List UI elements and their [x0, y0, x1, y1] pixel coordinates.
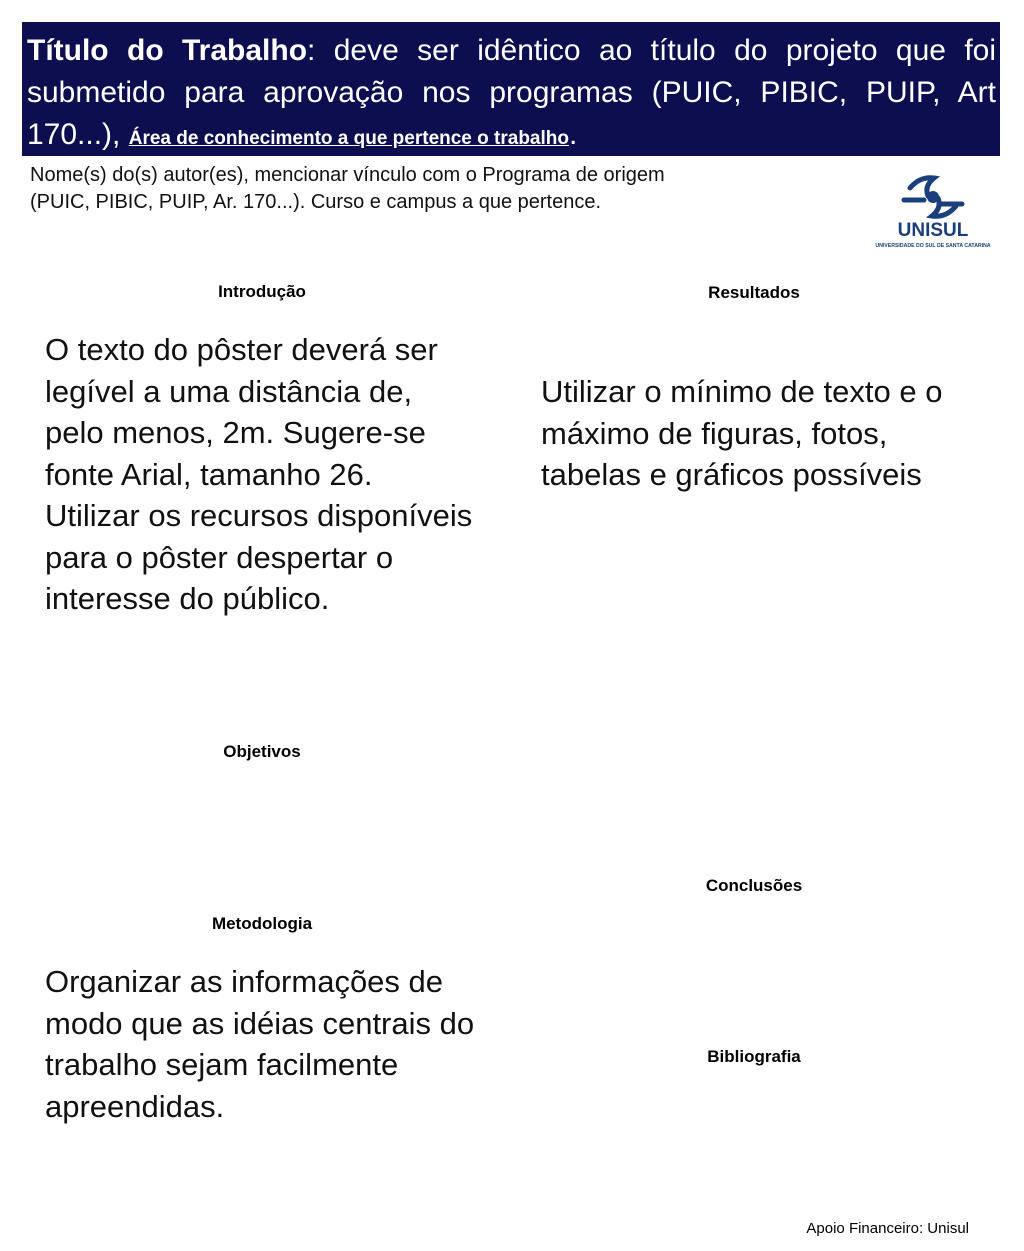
authors-block [30, 162, 830, 216]
funding-note: Apoio Financeiro: Unisul [806, 1220, 969, 1237]
resultados-text: Utilizar o mínimo de texto e o máximo de figuras, fotos, tabelas e gráficos possíveis [541, 374, 943, 492]
authors-line-2: (PUIC, PIBIC, PUIP, Ar. 170...). Curso e campus a que pertence. [30, 191, 602, 213]
title-description: : deve ser idêntico ao título do projeto que foi submetido para aprovação nos programas (PUIC, PIBIC, PUIP, Art 170...), [27, 34, 997, 151]
introducao-text [45, 329, 475, 620]
section-title-bibliografia: Bibliografia [707, 1047, 801, 1066]
logo-subtitle: UNIVERSIDADE DO SUL DE SANTA CATARINA [875, 243, 991, 249]
section-title-resultados: Resultados [708, 283, 800, 302]
section-title-introducao: Introdução [218, 282, 306, 301]
authors-line-1: Nome(s) do(s) autor(es), mencionar vínculo com o Programa de origem [30, 164, 665, 186]
section-title-metodologia: Metodologia [211, 914, 313, 933]
poster-title-banner [22, 22, 1000, 156]
section-title-conclusoes: Conclusões [705, 876, 803, 895]
section-title-objetivos: Objetivos [223, 742, 301, 761]
unisul-logo [868, 170, 998, 250]
introducao-paragraph-2: Utilizar os recursos disponíveis para o pôster despertar o interesse do público. [45, 498, 473, 616]
title-label: Título do Trabalho [27, 34, 308, 67]
introducao-paragraph-1: O texto do pôster deverá ser legível a uma distância de, pelo menos, 2m. Sugere-se fonte Arial, tamanho 26. [45, 332, 438, 492]
logo-wordmark: UNISUL [897, 220, 969, 241]
title-period: . [569, 118, 578, 151]
metodologia-text: Organizar as informações de modo que as idéias centrais do trabalho sejam facilmente apreendidas. [45, 964, 475, 1124]
knowledge-area-link[interactable]: Área de conhecimento a que pertence o trabalho [128, 128, 569, 149]
